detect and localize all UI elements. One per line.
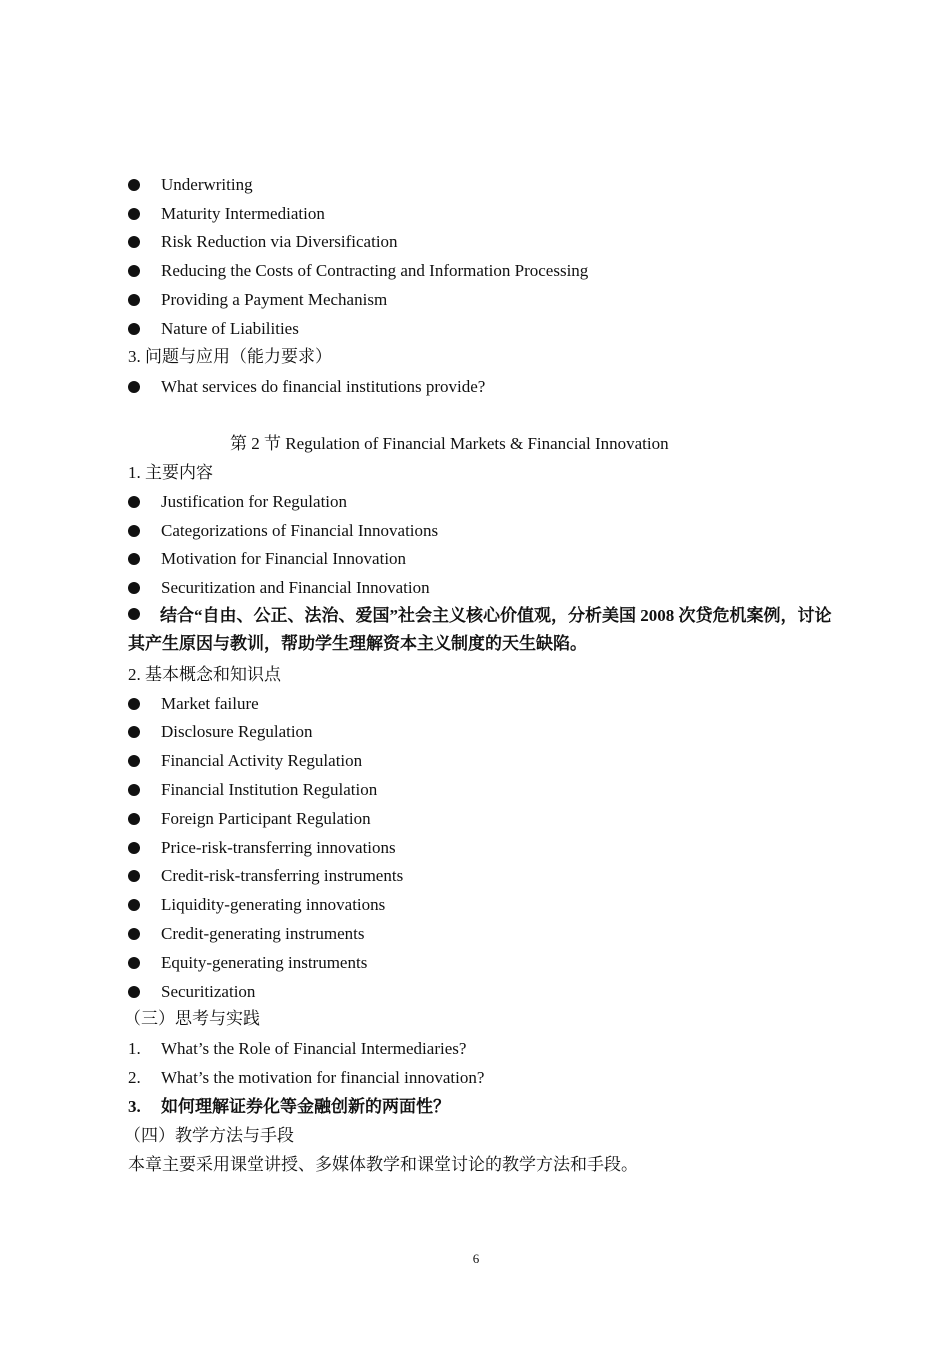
bullet-icon (128, 698, 140, 710)
bullet-icon (128, 582, 140, 594)
list-item-text: Disclosure Regulation (161, 722, 313, 741)
subheading-text: （四）教学方法与手段 (124, 1126, 294, 1145)
bold-list-item-content: 结合“自由、公正、法治、爱国”社会主义核心价值观，分析美国 2008 次贷危机案例，讨论其产生原因与教训，帮助学生理解资本主义制度的天生缺陷。 (128, 606, 832, 653)
list-item-text: Justification for Regulation (161, 492, 348, 511)
bullet-icon (128, 525, 140, 537)
list-item-text: Credit-risk-transferring instruments (161, 866, 404, 885)
list-item-text: Credit-generating instruments (161, 924, 365, 943)
list-item-text: Maturity Intermediation (161, 204, 325, 223)
bullet-icon (128, 870, 140, 882)
list-item-text: Motivation for Financial Innovation (161, 549, 407, 568)
subheading-text: 1. 主要内容 (128, 463, 213, 482)
subheading-text: 2. 基本概念和知识点 (128, 665, 281, 684)
bullet-icon (128, 323, 140, 335)
page-number: 6 (472, 1251, 480, 1266)
bullet-icon (128, 842, 140, 854)
bullet-icon (128, 755, 140, 767)
item-text: What’s the motivation for financial innovation? (161, 1068, 485, 1087)
bullet-icon (128, 726, 140, 738)
bullet-icon (128, 294, 140, 306)
bullet-icon (128, 179, 140, 191)
list-item-text: What services do financial institutions provide? (161, 377, 486, 396)
bullet-icon (128, 986, 140, 998)
item-number: 1. (128, 1039, 141, 1058)
bullet-icon (128, 381, 140, 393)
list-item-text: Securitization and Financial Innovation (161, 578, 430, 597)
list-item-text: Securitization (161, 982, 256, 1001)
subheading-text: （三）思考与实践 (124, 1009, 260, 1028)
bullet-icon (128, 608, 140, 620)
bullet-icon (128, 496, 140, 508)
item-text: 如何理解证券化等金融创新的两面性？ (161, 1097, 450, 1116)
section-title-text: 第 2 节 Regulation of Financial Markets & Financial Innovation (230, 434, 669, 453)
list-item-text: Financial Activity Regulation (161, 751, 363, 770)
item-number: 2. (128, 1068, 141, 1087)
bullet-icon (128, 208, 140, 220)
list-item-text: Risk Reduction via Diversification (161, 232, 398, 251)
list-item-text: Equity-generating instruments (161, 953, 368, 972)
list-item-text: Nature of Liabilities (161, 319, 299, 338)
list-item-text: Providing a Payment Mechanism (161, 290, 388, 309)
list-item-text: Liquidity-generating innovations (161, 895, 386, 914)
bullet-icon (128, 928, 140, 940)
bullet-icon (128, 957, 140, 969)
list-item-text: Market failure (161, 694, 259, 713)
list-item-text: Financial Institution Regulation (161, 780, 378, 799)
list-item-text: Price-risk-transferring innovations (161, 838, 396, 857)
list-item-text: Categorizations of Financial Innovations (161, 521, 439, 540)
bold-list-item-text (128, 602, 848, 658)
bullet-icon (128, 265, 140, 277)
bullet-icon (128, 899, 140, 911)
bullet-icon (128, 784, 140, 796)
paragraph-text: 本章主要采用课堂讲授、多媒体教学和课堂讨论的教学方法和手段。 (128, 1155, 638, 1174)
list-item-text: Underwriting (161, 175, 253, 194)
item-text: What’s the Role of Financial Intermediaries? (161, 1039, 467, 1058)
bullet-icon (128, 553, 140, 565)
list-item-text: Reducing the Costs of Contracting and Information Processing (161, 261, 589, 280)
list-item-text: Foreign Participant Regulation (161, 809, 371, 828)
bullet-icon (128, 236, 140, 248)
bullet-icon (128, 813, 140, 825)
subheading-text: 3. 问题与应用（能力要求） (128, 347, 332, 366)
item-number: 3. (128, 1097, 141, 1116)
